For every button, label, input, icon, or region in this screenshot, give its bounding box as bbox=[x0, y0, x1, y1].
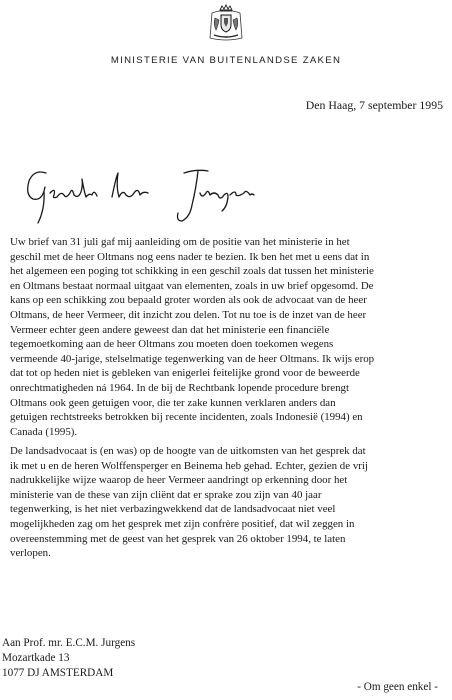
text-line: en Oltmans bestaat normaal uitgaat van elementen, zoals in uw brief opgesomd. De bbox=[10, 279, 374, 292]
text-line: getuigen rechtstreeks betrokken bij recente incidenten, zoals Indonesië (1994) en bbox=[10, 411, 363, 424]
handwritten-salutation bbox=[24, 165, 324, 227]
recipient-address bbox=[2, 636, 262, 680]
text-line: De landsadvocaat is (en was) op de hoogte van de uitkomsten van het gesprek dat bbox=[10, 445, 366, 457]
letter-date: Den Haag, 7 september 1995 bbox=[305, 98, 443, 112]
text-line: Canada (1995). bbox=[10, 425, 78, 438]
ministry-name: MINISTERIE VAN BUITENLANDSE ZAKEN bbox=[110, 55, 342, 66]
text-line: kans op een schikking zou bepaald groter worden als ook de advocaat van de heer bbox=[10, 294, 367, 307]
text-line: tegenwerking, is het niet verbazingwekkend dat de landsadvocaat niet veel bbox=[10, 503, 336, 516]
address-city: 1077 DJ AMSTERDAM bbox=[2, 666, 114, 679]
text-line: onrechtmatigheden ná 1964. In de bij de Rechtbank lopende procedure brengt bbox=[10, 381, 350, 394]
text-line: ministerie van de these van zijn cliënt dat er sprake zou zijn van 40 jaar bbox=[10, 488, 322, 501]
text-line: tegemoetkoming aan de heer Oltmans zou moeten doen toekomen wegens bbox=[10, 338, 334, 351]
text-line: Uw brief van 31 juli gaf mij aanleiding om de positie van het ministerie in het bbox=[10, 236, 350, 248]
address-street: Mozartkade 13 bbox=[2, 651, 70, 664]
text-line: geschil met de heer Oltmans nog eens nader te bezien. Ik ben het met u eens dat in bbox=[10, 250, 370, 263]
text-line: ik met u en de heren Wolffensperger en Beinema heb gehad. Echter, gezien de vrij bbox=[10, 459, 368, 472]
text-line: Oltmans ook geen getuigen voor, die ter zake kunnen verklaren anders dan bbox=[10, 396, 336, 409]
coat-of-arms-emblem bbox=[206, 4, 246, 44]
text-line: verlopen. bbox=[10, 547, 51, 560]
continuation-note: - Om geen enkel - bbox=[357, 681, 438, 693]
text-line: vermeende 40-jarige, stelselmatige tegenwerking van de heer Oltmans. Ik wijs erop bbox=[10, 352, 375, 365]
text-line: overeenstemming met de geest van het gesprek van 26 oktober 1994, te laten bbox=[10, 532, 346, 545]
text-line: nadrukkelijke wijze waarop de heer Vermeer aandringt op erkenning door het bbox=[10, 474, 348, 487]
text-line: Vermeer echter geen andere geweest dan dat het ministerie een financiële bbox=[10, 323, 330, 336]
text-line: dat tot op heden niet is gebleken van enigerlei feitelijke grond voor de beweerde bbox=[10, 367, 360, 380]
text-line: mogelijkheden zag om het gesprek met zijn confrère positief, dat wil zeggen in bbox=[10, 517, 355, 530]
text-line: Oltmans, de heer Vermeer, dit inzicht zou delen. Tot nu toe is de inzet van de heer bbox=[10, 308, 367, 321]
body-paragraph-1 bbox=[10, 235, 442, 439]
address-recipient: Aan Prof. mr. E.C.M. Jurgens bbox=[2, 637, 136, 649]
body-paragraph-2 bbox=[10, 444, 442, 561]
text-line: het algemeen een poging tot schikking in een geschil zoals dat tussen het ministerie bbox=[10, 265, 374, 278]
